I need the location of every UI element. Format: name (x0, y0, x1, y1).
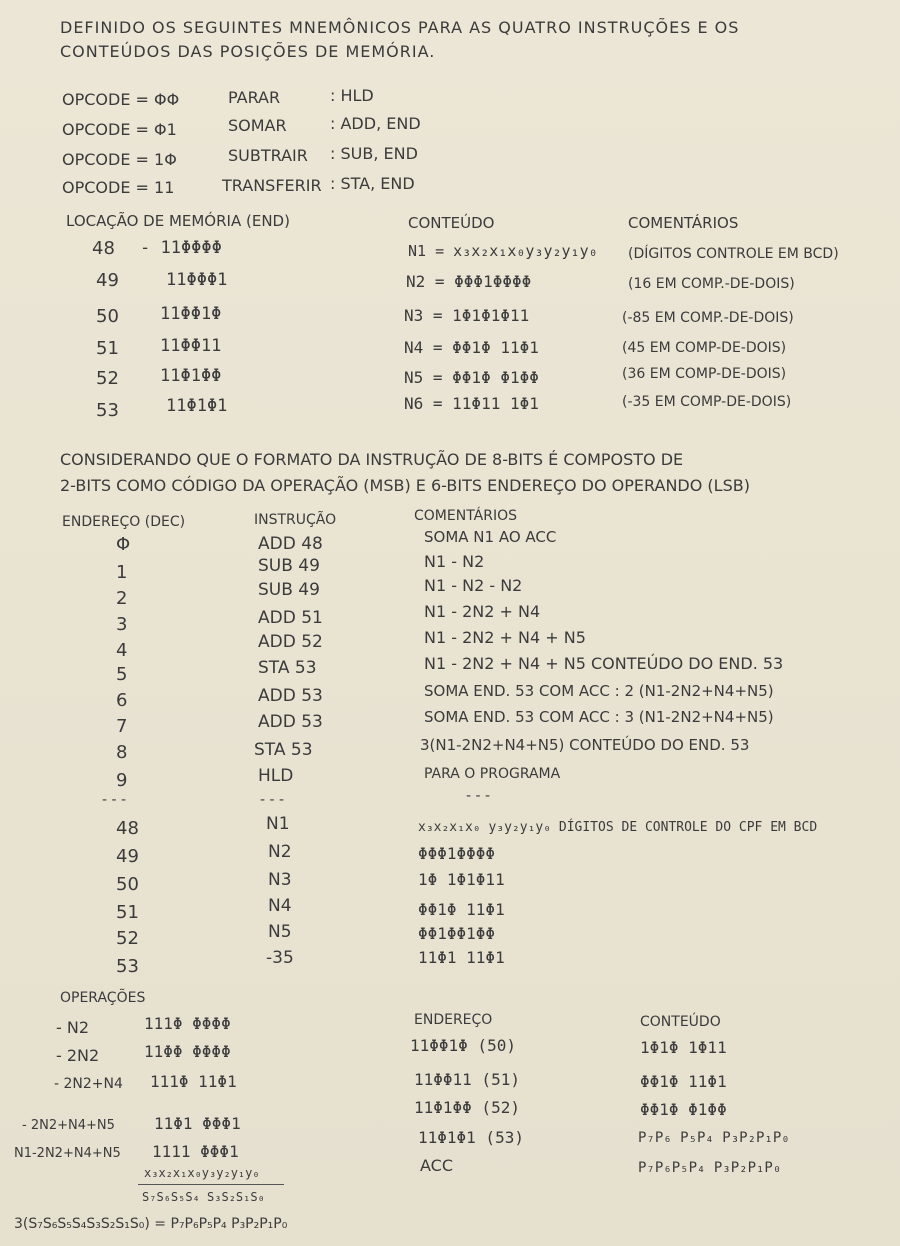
sum-underline (138, 1184, 284, 1185)
program-row-instr: ADD 53 (258, 686, 323, 706)
program-row-instr: ADD 52 (258, 632, 323, 652)
memory-row-comment: (DÍGITOS CONTROLE EM BCD) (628, 246, 839, 262)
summary-row-content: ΦΦ1Φ 11Φ1 (640, 1072, 727, 1091)
memory-row-content: N1 = x₃x₂x₁x₀y₃y₂y₁y₀ (408, 242, 598, 260)
opcode-code: OPCODE = 11 (62, 178, 175, 197)
memory-row-content: N4 = ΦΦ1Φ 11Φ1 (404, 338, 539, 357)
memory-row-bin: 11Φ1Φ1 (166, 396, 228, 416)
memory-header-comments: COMENTÁRIOS (628, 214, 739, 232)
operation-sum-bits: x₃x₂x₁x₀y₃y₂y₁y₀ (144, 1166, 260, 1180)
consider-line-2: 2-BITS COMO CÓDIGO DA OPERAÇÃO (MSB) E 6-BITS ENDEREÇO DO OPERANDO (LSB) (60, 476, 750, 495)
intro-line-2: CONTEÚDOS DAS POSIÇÕES DE MEMÓRIA. (60, 42, 436, 61)
opcode-code: OPCODE = ΦΦ (62, 90, 180, 109)
memory-row-dec: 50 (96, 306, 119, 327)
program-row-addr: 6 (116, 690, 128, 711)
memory-row-dec: 48 (92, 238, 115, 259)
opcode-code: OPCODE = 1Φ (62, 150, 177, 169)
summary-row-content: P₇P₆P₅P₄ P₃P₂P₁P₀ (638, 1160, 782, 1176)
data-row-name: N1 (266, 814, 290, 834)
program-row-comment: N1 - N2 (424, 552, 485, 571)
program-ellipsis: - - - (466, 788, 491, 804)
data-row-value: ΦΦ1ΦΦ1ΦΦ (418, 924, 496, 943)
operation-label: - N2 (56, 1018, 90, 1037)
operation-sum-result: S₇S₆S₅S₄ S₃S₂S₁S₀ (142, 1190, 265, 1204)
consider-line-1: CONSIDERANDO QUE O FORMATO DA INSTRUÇÃO DE 8-BITS É COMPOSTO DE (60, 450, 684, 469)
data-row-addr: 52 (116, 928, 139, 949)
summary-row-addr: 11Φ1ΦΦ (52) (414, 1098, 520, 1117)
program-row-instr: HLD (258, 766, 294, 786)
program-row-comment: N1 - 2N2 + N4 (424, 602, 541, 621)
data-row-name: N2 (268, 842, 292, 862)
operation-value: 111Φ ΦΦΦΦ (144, 1014, 231, 1033)
operation-label: - 2N2+N4 (54, 1076, 123, 1092)
opcode-mnemonic: : ADD, END (330, 114, 421, 133)
opcode-code: OPCODE = Φ1 (62, 120, 177, 139)
program-header-instr: INSTRUÇÃO (254, 512, 337, 528)
operation-value: 11Φ1 ΦΦΦ1 (154, 1114, 241, 1133)
data-row-name: N4 (268, 896, 292, 916)
program-row-comment: SOMA END. 53 COM ACC : 3 (N1-2N2+N4+N5) (424, 708, 774, 726)
memory-row-bin: 11Φ1ΦΦ (160, 366, 222, 386)
intro-line-1: DEFINIDO OS SEGUINTES MNEMÔNICOS PARA AS QUATRO INSTRUÇÕES E OS (60, 18, 740, 37)
memory-row-comment: (-35 EM COMP-DE-DOIS) (622, 394, 792, 410)
data-row-name: N5 (268, 922, 292, 942)
program-row-comment: SOMA N1 AO ACC (424, 528, 557, 546)
program-row-instr: ADD 53 (258, 712, 323, 732)
operation-value: 1111 ΦΦΦ1 (152, 1142, 239, 1161)
summary-row-addr: 11Φ1Φ1 (53) (418, 1128, 524, 1147)
data-row-value: 11Φ1 11Φ1 (418, 948, 505, 967)
memory-row-content: N6 = 11Φ11 1Φ1 (404, 394, 539, 413)
memory-row-bin: - 11ΦΦΦΦ (140, 238, 222, 258)
memory-row-dec: 52 (96, 368, 119, 389)
data-row-addr: 53 (116, 956, 139, 977)
program-row-instr: ADD 48 (258, 534, 323, 554)
data-row-addr: 50 (116, 874, 139, 895)
data-row-addr: 51 (116, 902, 139, 923)
memory-row-content: N2 = ΦΦΦ1ΦΦΦΦ (406, 272, 532, 291)
opcode-name: PARAR (228, 88, 281, 107)
data-row-name: N3 (268, 870, 292, 890)
program-row-comment: N1 - 2N2 + N4 + N5 CONTEÚDO DO END. 53 (424, 654, 784, 673)
data-row-value: ΦΦ1Φ 11Φ1 (418, 900, 505, 919)
program-ellipsis: - - - (102, 792, 127, 808)
operation-value: 11ΦΦ ΦΦΦΦ (144, 1042, 231, 1061)
program-row-comment: 3(N1-2N2+N4+N5) CONTEÚDO DO END. 53 (420, 736, 750, 754)
program-row-addr: Φ (116, 534, 131, 555)
program-ellipsis: - - - (260, 792, 285, 808)
data-row-value: ΦΦΦ1ΦΦΦΦ (418, 844, 496, 863)
summary-row-content: ΦΦ1Φ Φ1ΦΦ (640, 1100, 727, 1119)
opcode-name: SOMAR (228, 116, 287, 135)
program-header-addr: ENDEREÇO (DEC) (62, 514, 186, 530)
operation-final-result: 3(S₇S₆S₅S₄S₃S₂S₁S₀) = P₇P₆P₅P₄ P₃P₂P₁P₀ (14, 1216, 288, 1232)
program-row-comment: N1 - N2 - N2 (424, 576, 523, 595)
summary-header-addr: ENDEREÇO (414, 1012, 493, 1028)
program-row-addr: 4 (116, 640, 128, 661)
data-row-value: 1Φ 1Φ1Φ11 (418, 870, 505, 889)
opcode-mnemonic: : HLD (330, 86, 374, 105)
program-row-instr: STA 53 (254, 740, 313, 760)
data-row-addr: 48 (116, 818, 139, 839)
program-row-comment: PARA O PROGRAMA (424, 766, 561, 782)
program-row-instr: ADD 51 (258, 608, 323, 628)
program-row-instr: STA 53 (258, 658, 317, 678)
summary-row-addr: ACC (420, 1156, 454, 1175)
program-row-comment: N1 - 2N2 + N4 + N5 (424, 628, 586, 647)
summary-header-content: CONTEÚDO (640, 1014, 721, 1030)
program-row-addr: 5 (116, 664, 128, 685)
program-row-addr: 1 (116, 562, 128, 583)
memory-row-bin: 11ΦΦΦ1 (166, 270, 228, 290)
memory-row-dec: 51 (96, 338, 119, 359)
memory-row-comment: (-85 EM COMP.-DE-DOIS) (622, 310, 794, 326)
program-row-instr: SUB 49 (258, 556, 320, 576)
memory-header-location: LOCAÇÃO DE MEMÓRIA (END) (66, 212, 290, 230)
operation-label: - 2N2 (56, 1046, 100, 1065)
opcode-name: SUBTRAIR (228, 146, 308, 165)
operations-title: OPERAÇÕES (60, 990, 146, 1006)
program-row-addr: 8 (116, 742, 128, 763)
opcode-mnemonic: : STA, END (330, 174, 415, 193)
summary-row-content: 1Φ1Φ 1Φ11 (640, 1038, 727, 1057)
program-row-addr: 9 (116, 770, 128, 791)
memory-row-content: N5 = ΦΦ1Φ Φ1ΦΦ (404, 368, 539, 387)
program-header-comment: COMENTÁRIOS (414, 508, 517, 524)
operation-value: 111Φ 11Φ1 (150, 1072, 237, 1091)
summary-row-addr: 11ΦΦ11 (51) (414, 1070, 520, 1089)
operation-label: - 2N2+N4+N5 (22, 1118, 115, 1133)
data-row-value: x₃x₂x₁x₀ y₃y₂y₁y₀ DÍGITOS DE CONTROLE DO CPF EM BCD (418, 820, 818, 835)
program-row-addr: 3 (116, 614, 128, 635)
opcode-mnemonic: : SUB, END (330, 144, 418, 163)
memory-row-dec: 53 (96, 400, 119, 421)
program-row-instr: SUB 49 (258, 580, 320, 600)
memory-row-content: N3 = 1Φ1Φ1Φ11 (404, 306, 530, 325)
memory-header-content: CONTEÚDO (408, 214, 495, 232)
opcode-name: TRANSFERIR (222, 176, 322, 195)
memory-row-comment: (16 EM COMP.-DE-DOIS) (628, 276, 795, 292)
memory-row-dec: 49 (96, 270, 119, 291)
program-row-addr: 7 (116, 716, 128, 737)
memory-row-comment: (45 EM COMP-DE-DOIS) (622, 340, 787, 356)
program-row-comment: SOMA END. 53 COM ACC : 2 (N1-2N2+N4+N5) (424, 682, 774, 700)
memory-row-comment: (36 EM COMP-DE-DOIS) (622, 366, 787, 382)
memory-row-bin: 11ΦΦ1Φ (160, 304, 222, 324)
operation-label: N1-2N2+N4+N5 (14, 1146, 121, 1161)
summary-row-content: P₇P₆ P₅P₄ P₃P₂P₁P₀ (638, 1130, 790, 1146)
summary-row-addr: 11ΦΦ1Φ (50) (410, 1036, 516, 1055)
data-row-addr: 49 (116, 846, 139, 867)
memory-row-bin: 11ΦΦ11 (160, 336, 222, 356)
program-row-addr: 2 (116, 588, 128, 609)
data-row-name: -35 (266, 948, 294, 968)
